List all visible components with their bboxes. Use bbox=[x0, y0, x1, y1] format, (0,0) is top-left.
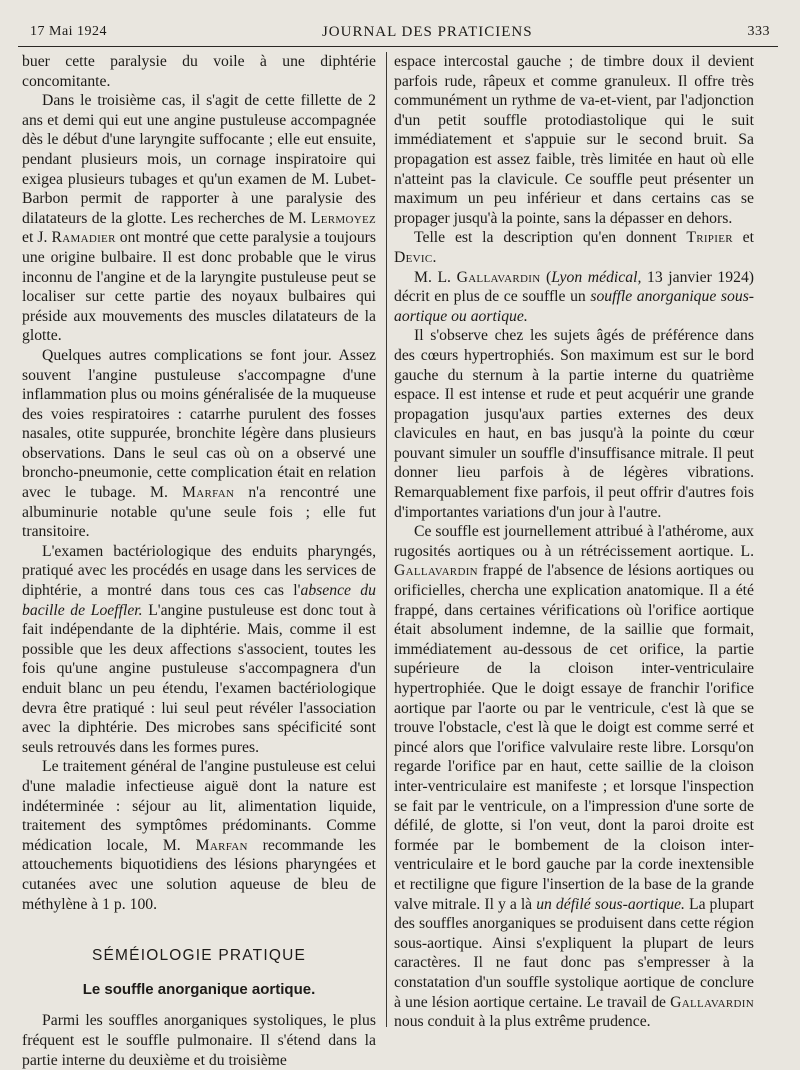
issue-date: 17 Mai 1924 bbox=[30, 24, 108, 39]
paragraph: Quelques autres complications se font jour. Assez souvent l'angine pustuleuse s'accompagne d'une inflammation plus ou moins généralisée de la muqueuse des voies respiratoires : catarrhe purulent des fosses nasales, otite suppurée, bronchite légère dans plusieurs observations. Dans le seul cas où on a observé une broncho-pneumonie, cette complication était en relation avec le tubage. M. Marfan n'a rencontré une albuminurie notable qu'une seule fois ; elle fut transitoire. bbox=[22, 346, 377, 541]
left-column bbox=[22, 52, 376, 1070]
paragraph: Dans le troisième cas, il s'agit de cette fillette de 2 ans et demi qui eut une angine pustuleuse accompagnée dès le début d'une laryngite suffocante ; elle eut ensuite, pendant plusieurs mois, un cornage inspiratoire qui exigea plusieurs tubages et qu'un examen de M. Lubet-Barbon permit de rapporter à une paralysie des dilatateurs de la glotte. Les recherches de M. Lermoyez et J. Ramadier ont montré que cette paralysie a toujours une origine bulbaire. Il est donc probable que le virus inconnu de l'angine et de la laryngite pustuleuse peut se localiser sur cette partie des noyaux bulbaires qui préside aux mouvements des muscles dilatateurs de la glotte. bbox=[22, 92, 377, 345]
page-number: 333 bbox=[747, 24, 770, 39]
right-column bbox=[394, 52, 754, 1032]
emphasis: un défilé sous-aortique. bbox=[536, 895, 685, 913]
paragraph: Il s'observe chez les sujets âgés de préférence dans des cœurs hypertrophiés. Son maximum est sur le bord gauche du sternum à la partie interne du quatrième espace. Il est intense et rude et peut acquérir une grande propagation jusqu'aux parties externes des deux clavicules en haut, en bas jusqu'à la pointe du cœur pouvant simuler un souffle d'insuffisance mitrale. Il peut donner lieu parfois à de légères vibrations. Remarquablement fixe parfois, il peut offrir d'autres fois d'importantes variations d'un jour à l'autre. bbox=[394, 327, 754, 521]
header-rule bbox=[18, 46, 778, 47]
column-divider bbox=[386, 52, 387, 1027]
paragraph: buer cette paralysie du voile à une diphtérie concomitante. bbox=[22, 53, 376, 90]
paragraph: Telle est la description qu'en donnent Tripier et Devic. bbox=[394, 229, 754, 266]
author-name: Devic bbox=[394, 248, 433, 266]
emphasis: absence du bacille de Loeffler. bbox=[22, 582, 376, 619]
author-name: Marfan bbox=[195, 836, 248, 854]
section-heading: SÉMÉIOLOGIE PRATIQUE bbox=[91, 947, 307, 965]
author-name: Lermoyez bbox=[310, 209, 377, 227]
journal-citation: Lyon médical, bbox=[551, 268, 642, 286]
author-name: Gallavardin bbox=[456, 268, 541, 286]
paragraph: M. L. Gallavardin (Lyon médical, 13 janvier 1924) décrit en plus de ce souffle un souffle anorganique sous-aortique ou aortique. bbox=[394, 268, 755, 325]
paragraph: Parmi les souffles anorganiques systoliques, le plus fréquent est le souffle pulmonaire. Il s'étend dans la partie interne du deuxième et du troisième bbox=[22, 1012, 376, 1069]
article-heading: Le souffle anorganique aortique. bbox=[82, 980, 316, 998]
paragraph: Le traitement général de l'angine pustuleuse est celui d'une maladie infectieuse aiguë dont la nature est indéterminée : séjour au lit, alimentation liquide, traitement des symptômes prédominants. Comme médication locale, M. Marfan recommande les attouchements biquotidiens des lésions pharyngées et cutanées avec une solution aqueuse de bleu de méthylène à 1 p. 100. bbox=[22, 758, 376, 913]
page-header bbox=[30, 18, 770, 46]
author-name: Tripier bbox=[686, 229, 733, 247]
paragraph: L'examen bactériologique des enduits pharyngés, pratiqué avec les procédés en usage dans les services de diphtérie, a montré dans tous ces cas l'absence du bacille de Loeffler. L'angine pustuleuse est donc tout à fait indépendante de la diphtérie. Mais, comme il est possible que les deux affections s'associent, toutes les fois qu'une angine pustuleuse s'accompagnera d'un enduit blanc un peu étendu, l'examen bactériologique devra être pratiqué : lui seul peut révéler l'association avec la diphtérie. Des microbes sans spécificité sont seuls retrouvés dans les formes pures. bbox=[22, 542, 376, 756]
paragraph: espace intercostal gauche ; de timbre doux il devient parfois rude, râpeux et comme granuleux. Il offre très communément un rythme de va-et-vient, par l'adjonction d'un petit souffle protodiastolique qui le suit immédiatement et s'appuie sur le second bruit. Sa propagation est assez faible, très limitée en haut où elle n'atteint pas la clavicule. Ce souffle peut présenter un maximum un peu inférieur et dans certains cas se propager jusqu'à la pointe, sans la dépasser en dehors. bbox=[394, 53, 754, 227]
author-name: Ramadier bbox=[51, 229, 116, 247]
paragraph: Ce souffle est journellement attribué à l'athérome, aux rugosités aortiques ou à un rétrécissement aortique. L. Gallavardin frappé de l'absence de lésions aortiques ou orificielles, chercha une explication anatomique. Il a été frappé, dans certaines vérifications où l'orifice aortique était absolument indemne, de la saillie que formait, immédiatement au-dessous de cet orifice, la partie supérieure de la cloison inter-ventriculaire hypertrophiée. Que le doigt essaye de franchir l'orifice aortique par l'aorte ou par le ventricule, c'est là que se trouve l'obstacle, c'est là que le doigt est comme serré et pincé alors que l'orifice valvulaire reste libre. Lorsqu'on regarde l'orifice par en haut, cette saillie de la cloison inter-ventriculaire est manifeste ; et lorsque l'inspection se fait par le ventricule, on a l'impression d'une sorte de défilé, de glotte, si l'on veut, dont la paroi droite est formée par le bombement de la cloison inter-ventriculaire et le bord gauche par la corde inextensible et rectiligne que figure l'insertion de la base de la grande valve mitrale. Il y a là un défilé sous-aortique. La plupart des souffles anorganiques se produisent dans cette région sous-aortique. Ainsi s'expliquent la plupart de leurs caractères. Il ne faut donc pas s'empresser à la constatation d'un souffle systolique aortique de conclure à une lésion aortique certaine. Le travail de Gallavardin nous conduit à la plus extrême prudence. bbox=[394, 523, 754, 1031]
journal-title: JOURNAL DES PRATICIENS bbox=[321, 23, 533, 40]
author-name: Marfan bbox=[182, 484, 235, 502]
author-name: Gallavardin bbox=[670, 993, 754, 1011]
emphasis: souffle anorganique sous-aortique ou aortique. bbox=[394, 288, 755, 325]
author-name: Gallavardin bbox=[394, 562, 478, 580]
